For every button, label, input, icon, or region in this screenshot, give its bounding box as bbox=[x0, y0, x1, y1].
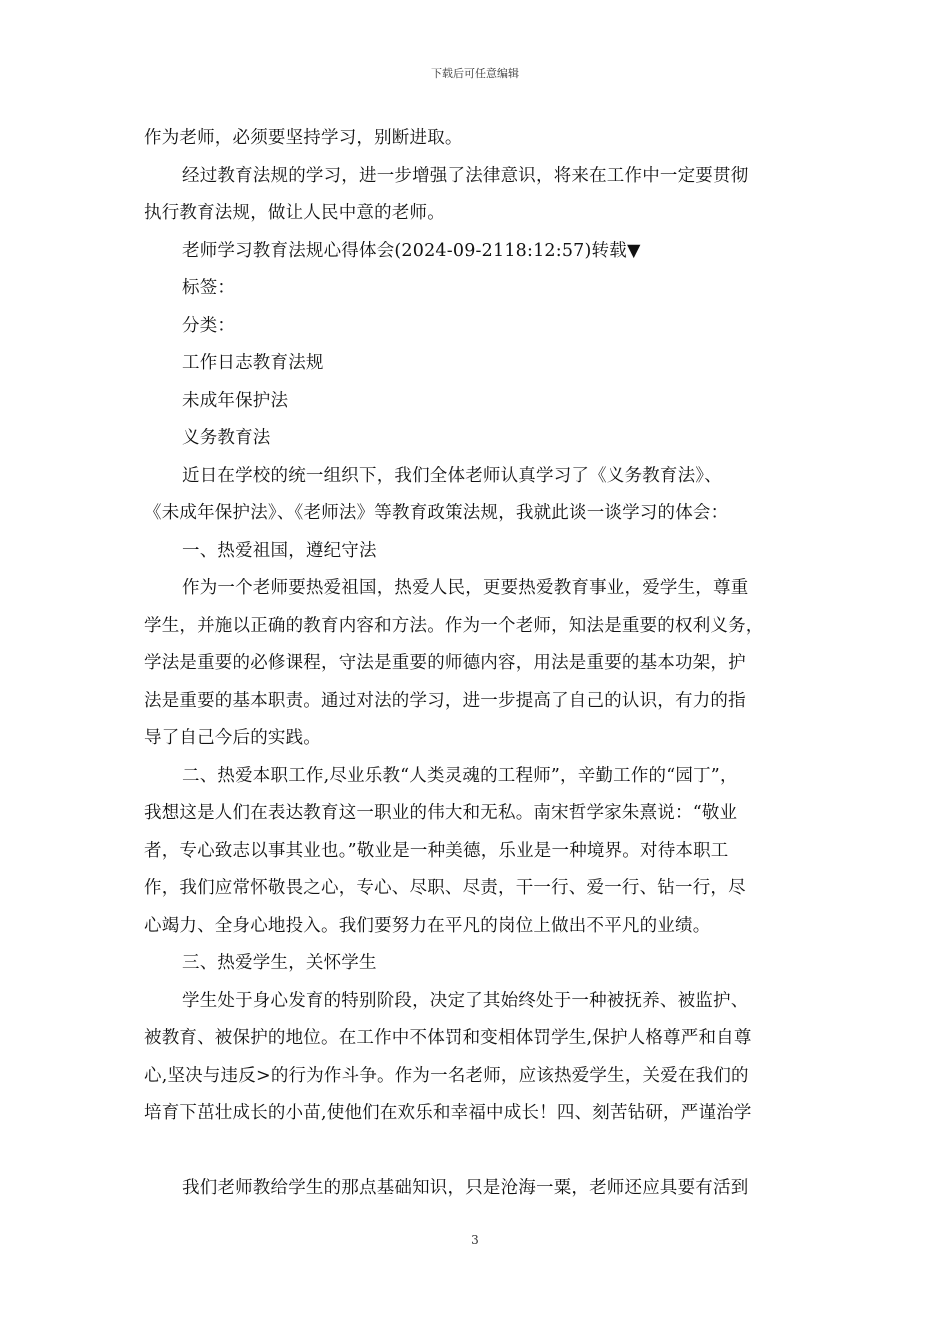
text-line: 学法是重要的必修课程，守法是重要的师德内容，用法是重要的基本功架，护 bbox=[144, 653, 746, 673]
text-line: 工作日志教育法规 bbox=[182, 353, 324, 373]
text-line: 心竭力、全身心地投入。我们要努力在平凡的岗位上做出不平凡的业绩。 bbox=[144, 915, 711, 936]
text-line: 近日在学校的统一组织下，我们全体老师认真学习了《义务教育法》、 bbox=[182, 465, 722, 486]
text-line: 老师学习教育法规心得体会(2024-09-2118:12:57)转载▼ bbox=[182, 240, 641, 261]
text-line: 分类： bbox=[182, 315, 236, 336]
text-line: 我们老师教给学生的那点基础知识，只是沧海一粟，老师还应具要有活到 bbox=[182, 1178, 749, 1198]
text-line: 经过教育法规的学习，进一步增强了法律意识，将来在工作中一定要贯彻 bbox=[182, 165, 749, 186]
page-header: 下载后可任意编辑 bbox=[431, 67, 519, 80]
text-line: 导了自己今后的实践。 bbox=[144, 728, 321, 748]
page-number: 3 bbox=[471, 1233, 479, 1247]
text-line: 义务教育法 bbox=[182, 428, 271, 448]
text-line: 《未成年保护法》、《老师法》等教育政策法规，我就此谈一谈学习的体会： bbox=[144, 503, 729, 523]
document-body bbox=[144, 120, 810, 1208]
blank-line bbox=[144, 1133, 810, 1171]
text-line: 心,坚决与违反>的行为作斗争。作为一名老师，应该热爱学生，关爱在我们的 bbox=[144, 1065, 749, 1086]
text-line: 学生处于身心发育的特别阶段，决定了其始终处于一种被抚养、被监护、 bbox=[182, 990, 749, 1011]
text-line: 作，我们应常怀敬畏之心，专心、尽职、尽责，干一行、爱一行、钻一行，尽 bbox=[144, 878, 746, 898]
text-line: 未成年保护法 bbox=[182, 390, 289, 411]
text-line: 标签： bbox=[182, 278, 236, 298]
text-line: 培育下茁壮成长的小苗,使他们在欢乐和幸福中成长！四、刻苦钻研，严谨治学 bbox=[144, 1103, 752, 1123]
text-line: 一、热爱祖国，遵纪守法 bbox=[182, 540, 377, 561]
text-line: 作为老师，必须要坚持学习，别断进取。 bbox=[144, 128, 463, 148]
text-line: 二、热爱本职工作,尽业乐教“人类灵魂的工程师”，辛勤工作的“园丁”， bbox=[182, 765, 738, 786]
text-line: 三、热爱学生，关怀学生 bbox=[182, 953, 377, 973]
text-line: 学生，并施以正确的教育内容和方法。作为一个老师，知法是重要的权利义务， bbox=[144, 615, 764, 636]
text-line: 我想这是人们在表达教育这一职业的伟大和无私。南宋哲学家朱熹说：“敬业 bbox=[144, 803, 738, 823]
text-line: 被教育、被保护的地位。在工作中不体罚和变相体罚学生,保护人格尊严和自尊 bbox=[144, 1028, 752, 1048]
text-line: 法是重要的基本职责。通过对法的学习，进一步提高了自己的认识，有力的指 bbox=[144, 690, 746, 711]
text-line: 作为一个老师要热爱祖国，热爱人民，更要热爱教育事业，爱学生，尊重 bbox=[182, 578, 749, 598]
text-line: 执行教育法规，做让人民中意的老师。 bbox=[144, 203, 445, 223]
text-line: 者，专心致志以事其业也。”敬业是一种美德，乐业是一种境界。对待本职工 bbox=[144, 840, 729, 861]
